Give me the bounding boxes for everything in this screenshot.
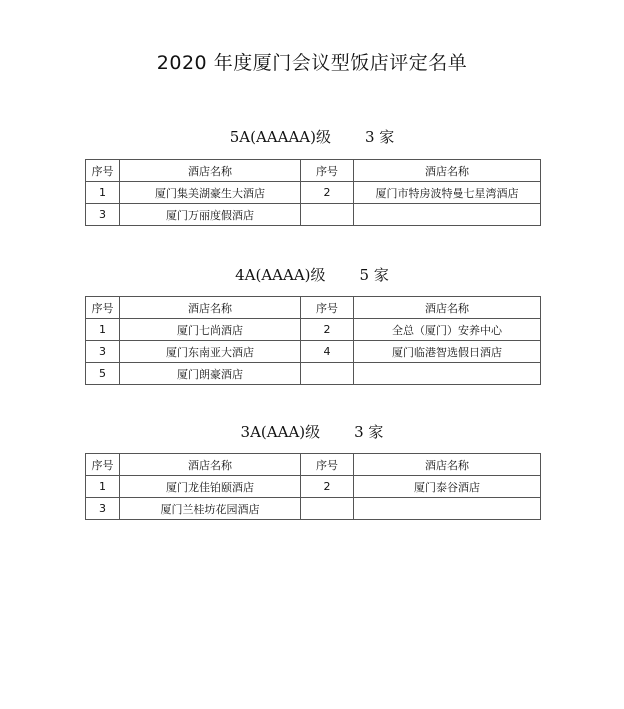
cell-name: 厦门朗豪酒店 — [120, 363, 301, 385]
section-level: 3A(AAA)级 — [240, 423, 321, 441]
cell-no: 4 — [301, 341, 354, 363]
table-header-row — [86, 160, 541, 182]
cell-name: 厦门市特房波特曼七星湾酒店 — [354, 182, 541, 204]
cell-name — [354, 204, 541, 226]
header-name: 酒店名称 — [354, 454, 541, 476]
cell-name: 厦门集美湖豪生大酒店 — [120, 182, 301, 204]
cell-no: 3 — [86, 498, 120, 520]
cell-no: 2 — [301, 476, 354, 498]
table-row — [86, 341, 541, 363]
cell-no: 5 — [86, 363, 120, 385]
document-title: 2020 年度厦门会议型饭店评定名单 — [156, 52, 468, 74]
table-header-row — [86, 454, 541, 476]
header-name: 酒店名称 — [354, 297, 541, 319]
cell-no — [301, 363, 354, 385]
hotel-table-5a — [85, 159, 541, 226]
cell-name — [354, 363, 541, 385]
section-level: 5A(AAAAA)级 — [229, 128, 331, 146]
cell-no: 1 — [86, 182, 120, 204]
cell-no: 3 — [86, 204, 120, 226]
hotel-table-4a — [85, 296, 541, 385]
header-name: 酒店名称 — [120, 454, 301, 476]
header-no: 序号 — [301, 454, 354, 476]
cell-name: 全总（厦门）安养中心 — [354, 319, 541, 341]
header-name: 酒店名称 — [120, 297, 301, 319]
cell-name: 厦门东南亚大酒店 — [120, 341, 301, 363]
cell-name: 厦门万丽度假酒店 — [120, 204, 301, 226]
section-heading-4a — [0, 264, 624, 285]
cell-no — [301, 498, 354, 520]
cell-name: 厦门七尚酒店 — [120, 319, 301, 341]
section-heading-3a — [0, 421, 624, 442]
table-row — [86, 363, 541, 385]
table-row — [86, 204, 541, 226]
section-heading-5a — [0, 126, 624, 147]
hotel-table-3a — [85, 453, 541, 520]
header-no: 序号 — [301, 297, 354, 319]
section-count: 5 家 — [359, 266, 389, 284]
cell-name: 厦门龙佳铂颐酒店 — [120, 476, 301, 498]
cell-name: 厦门临港智选假日酒店 — [354, 341, 541, 363]
table-row — [86, 476, 541, 498]
table-row — [86, 182, 541, 204]
section-count: 3 家 — [364, 128, 395, 146]
cell-no — [301, 204, 354, 226]
header-no: 序号 — [86, 454, 120, 476]
cell-no: 1 — [86, 476, 120, 498]
cell-no: 3 — [86, 341, 120, 363]
cell-name: 厦门兰桂坊花园酒店 — [120, 498, 301, 520]
header-no: 序号 — [301, 160, 354, 182]
section-level: 4A(AAAA)级 — [235, 266, 326, 284]
header-name: 酒店名称 — [354, 160, 541, 182]
table-row — [86, 319, 541, 341]
table-header-row — [86, 297, 541, 319]
cell-name: 厦门泰谷酒店 — [354, 476, 541, 498]
header-name: 酒店名称 — [120, 160, 301, 182]
header-no: 序号 — [86, 297, 120, 319]
cell-no: 2 — [301, 319, 354, 341]
table-row — [86, 498, 541, 520]
header-no: 序号 — [86, 160, 120, 182]
cell-name — [354, 498, 541, 520]
cell-no: 2 — [301, 182, 354, 204]
cell-no: 1 — [86, 319, 120, 341]
section-count: 3 家 — [354, 423, 384, 441]
